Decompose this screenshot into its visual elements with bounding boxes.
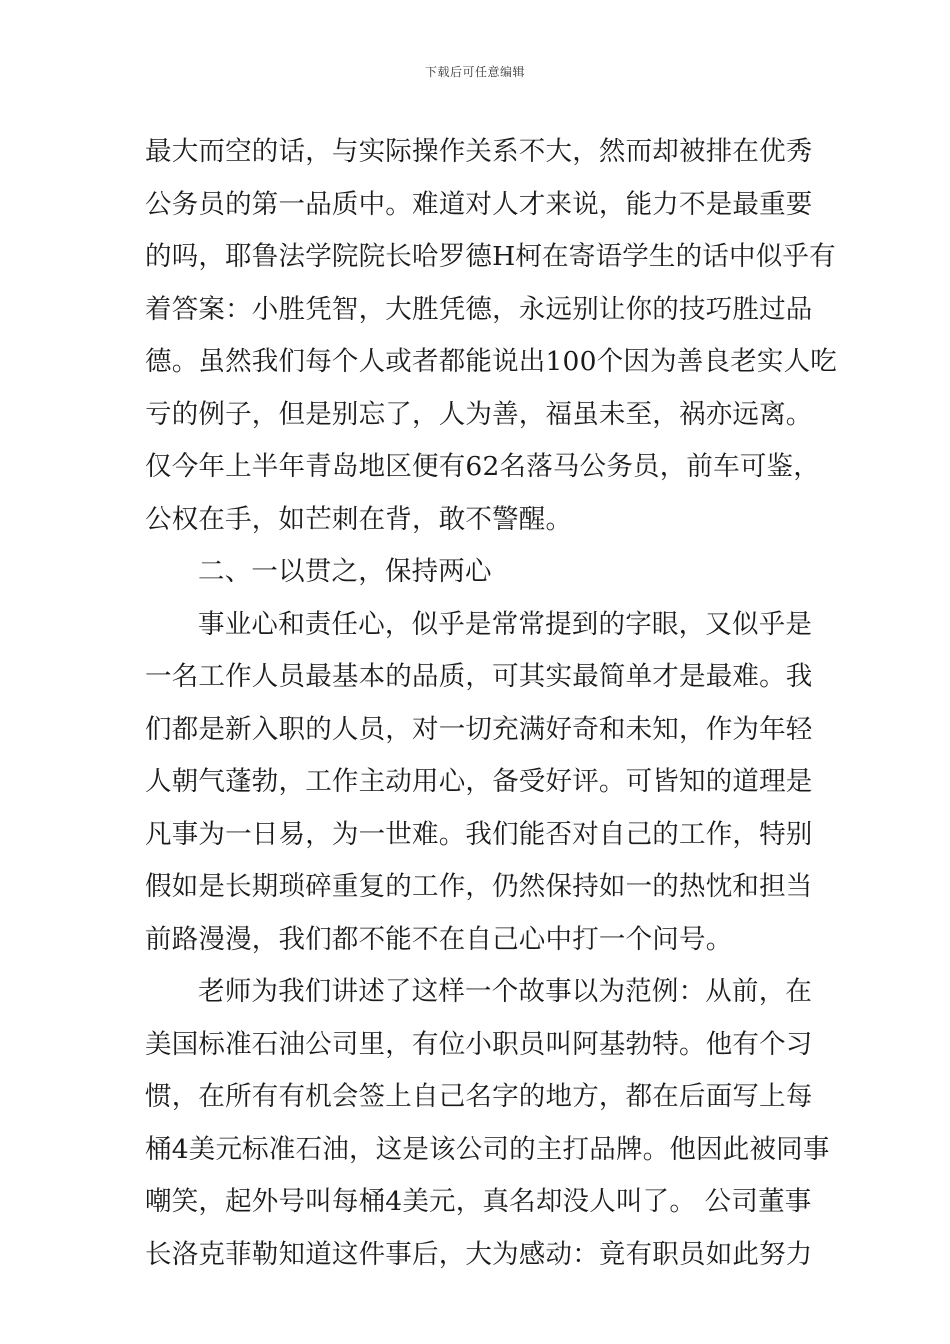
text-line: 着答案：小胜凭智，大胜凭德，永远别让你的技巧胜过品 xyxy=(145,293,813,325)
text-line: 桶4美元标准石油，这是该公司的主打品牌。他因此被同事 xyxy=(145,1133,830,1165)
text-line: 老师为我们讲述了这样一个故事以为范例：从前，在 xyxy=(198,976,813,1007)
text-line: 公务员的第一品质中。难道对人才来说，能力不是最重要 xyxy=(145,188,813,220)
text-line: 亏的例子，但是别忘了，人为善，福虽未至，祸亦远离。 xyxy=(145,398,813,430)
text-line: 前路漫漫，我们都不能不在自己心中打一个问号。 xyxy=(145,923,733,955)
text-line: 美国标准石油公司里，有位小职员叫阿基勃特。他有个习 xyxy=(145,1028,813,1060)
text-line: 二、一以贯之，保持两心 xyxy=(198,556,492,587)
page-header: 下载后可任意编辑 xyxy=(424,65,525,79)
text-line: 凡事为一日易，为一世难。我们能否对自己的工作，特别 xyxy=(145,818,813,850)
text-line: 事业心和责任心，似乎是常常提到的字眼，又似乎是 xyxy=(198,608,813,640)
text-line: 人朝气蓬勃，工作主动用心，备受好评。可皆知的道理是 xyxy=(145,766,813,797)
text-line: 的吗，耶鲁法学院院长哈罗德H柯在寄语学生的话中似乎有 xyxy=(145,241,836,272)
text-line: 德。虽然我们每个人或者都能说出100个因为善良老实人吃 xyxy=(145,346,837,377)
text-line: 一名工作人员最基本的品质，可其实最简单才是最难。我 xyxy=(145,661,813,692)
text-line: 假如是长期琐碎重复的工作，仍然保持如一的热忱和担当 xyxy=(145,871,813,902)
text-line: 嘲笑，起外号叫每桶4美元，真名却没人叫了。 公司董事 xyxy=(145,1186,812,1217)
text-line: 们都是新入职的人员，对一切充满好奇和未知，作为年轻 xyxy=(145,713,813,745)
text-line: 仅今年上半年青岛地区便有62名落马公务员，前车可鉴， xyxy=(145,451,820,482)
text-line: 公权在手，如芒刺在背，敢不警醒。 xyxy=(145,503,573,535)
text-line: 惯，在所有有机会签上自己名字的地方，都在后面写上每 xyxy=(145,1081,813,1112)
text-line: 最大而空的话，与实际操作关系不大，然而却被排在优秀 xyxy=(145,136,813,167)
text-line: 长洛克菲勒知道这件事后，大为感动：竟有职员如此努力 xyxy=(145,1238,813,1270)
document-body xyxy=(145,126,837,1281)
